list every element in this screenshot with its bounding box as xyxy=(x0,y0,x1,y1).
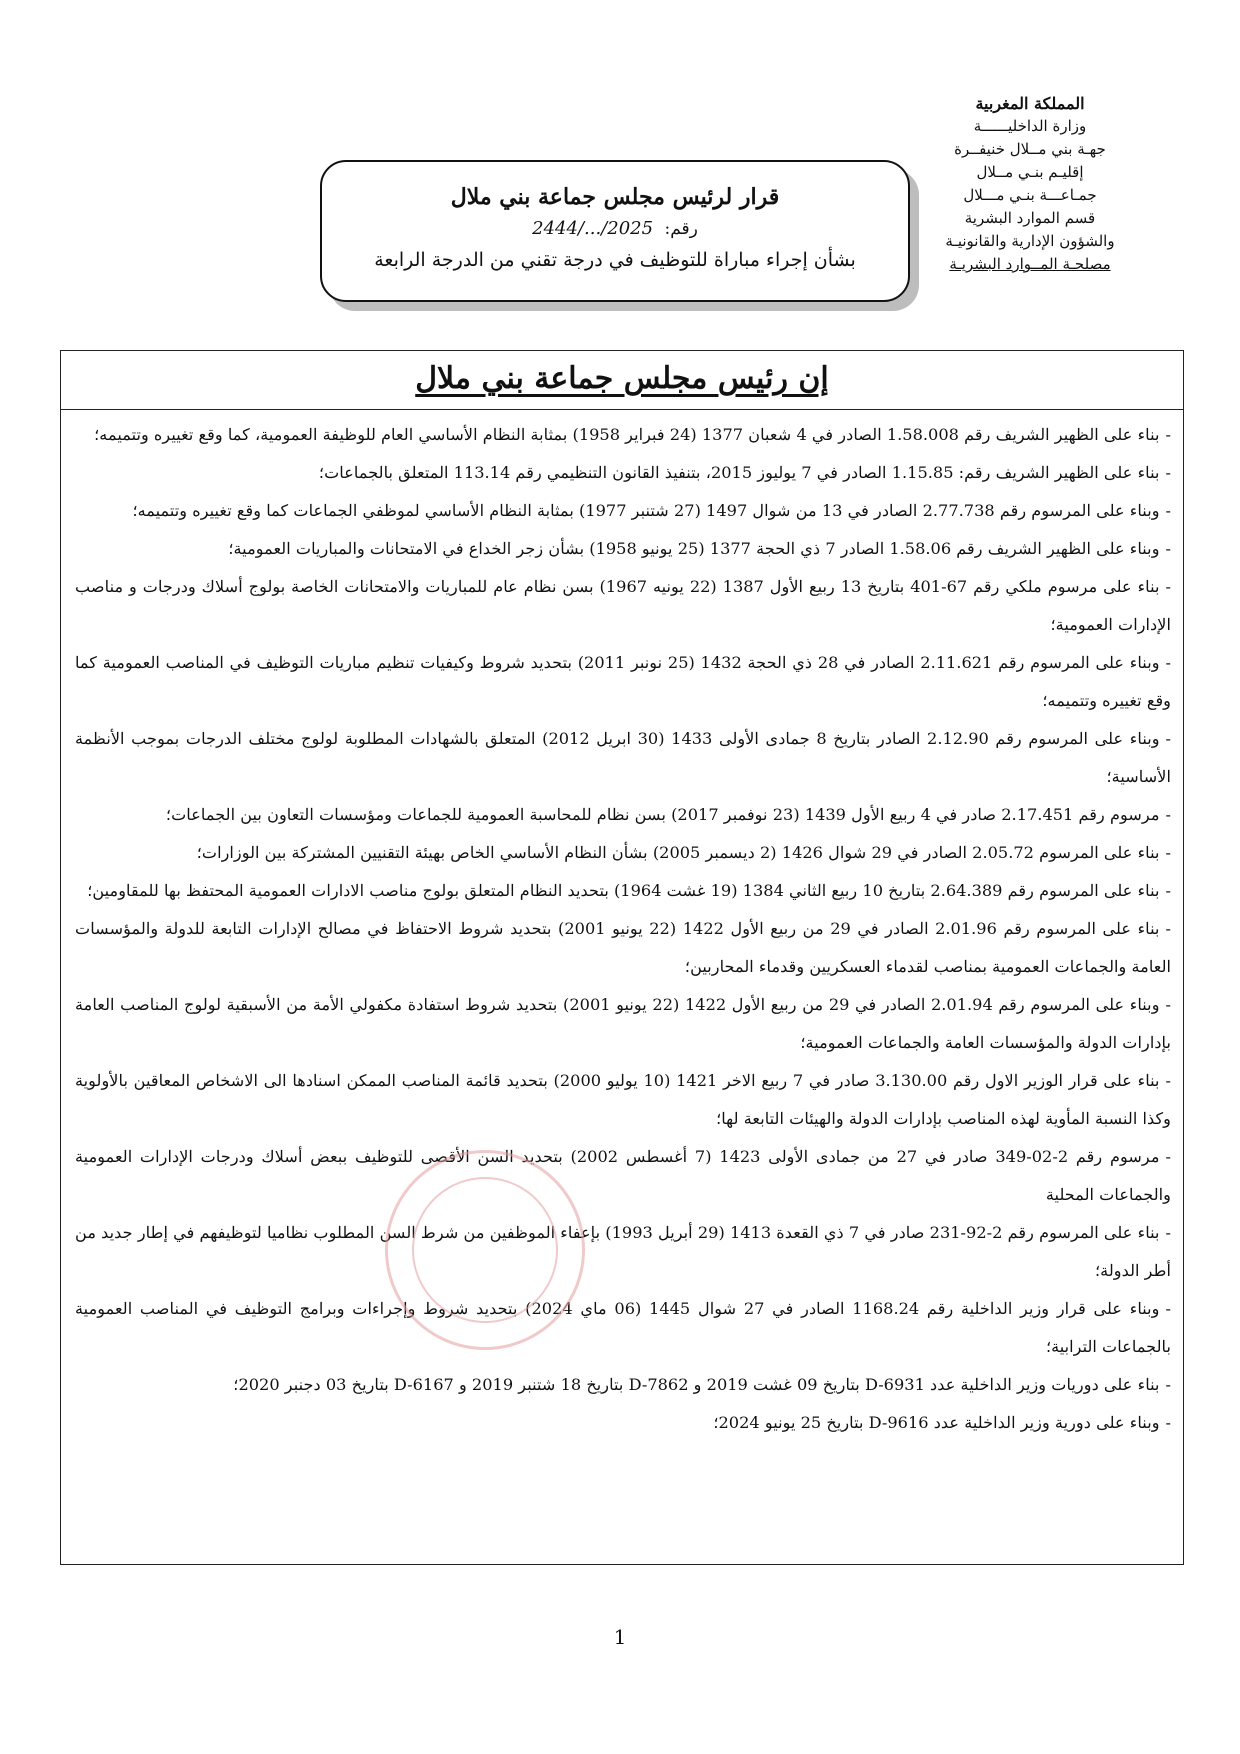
list-item: -وبناء على المرسوم رقم 2.12.90 الصادر بتاريخ 8 جمادى الأولى 1433 (30 ابريل 2012) المتعلق بالشهادات المطلوبة لولوج مختلف الدرجات بموجب الأنظمة الأساسية؛ xyxy=(75,729,1172,786)
list-item: -بناء على المرسوم رقم 2.64.389 بتاريخ 10 ربيع الثاني 1384 (19 غشت 1964) بتحديد النظام المتعلق بولوج مناصب الادارات العمومية المحتفظ بها للمقاومين؛ xyxy=(87,881,1171,900)
list-item: -وبناء على المرسوم رقم 2.77.738 الصادر في 13 من شوال 1497 (27 شتنبر 1977) بمثابة النظام الأساسي لموظفي الجماعات كما وقع تغييره وتتميمه؛ xyxy=(132,501,1171,520)
header-province: إقليـم بنـي مــلال xyxy=(976,163,1084,181)
header-kingdom: المملكة المغربية xyxy=(975,94,1085,113)
decision-number xyxy=(322,218,908,239)
list-item: -مرسوم رقم 2.17.451 صادر في 4 ربيع الأول 1439 (23 نوفمبر 2017) بسن نظام للمحاسبة العمومية للجماعات ومؤسسات التعاون بين الجماعات؛ xyxy=(165,805,1171,824)
administrative-header xyxy=(920,92,1140,276)
official-stamp-inner-ring xyxy=(396,1161,575,1340)
list-item: -بناء على المرسوم رقم 2.01.96 الصادر في 29 من ربيع الأول 1422 (22 يونيو 2001) بتحديد شروط الاحتفاظ في مصالح الإدارات التابعة للدولة والمؤسسات العامة والجماعات العمومية بمناصب لقدماء العسكريين وقدماء المحاربين؛ xyxy=(75,919,1171,976)
content-heading-text: إن رئيس مجلس جماعة بني ملال xyxy=(415,361,829,396)
header-region: جهـة بني مــلال خنيفــرة xyxy=(954,140,1106,158)
content-heading xyxy=(61,351,1183,410)
list-item: -بناء على الظهير الشريف رقم 1.58.008 الصادر في 4 شعبان 1377 (24 فبراير 1958) بمثابة النظام الأساسي العام للوظيفة العمومية، كما وقع تغييره وتتميمه؛ xyxy=(94,425,1171,444)
header-service: مصلحـة المــوارد البشريـة xyxy=(949,255,1111,273)
header-division: قسم الموارد البشرية xyxy=(964,209,1096,227)
page-number: 1 xyxy=(613,1625,627,1649)
list-item: -وبناء على دورية وزير الداخلية عدد D-9616 بتاريخ 25 يونيو 2024؛ xyxy=(713,1413,1171,1432)
decision-subject: بشأن إجراء مباراة للتوظيف في درجة تقني من الدرجة الرابعة xyxy=(374,249,856,271)
legal-references-list xyxy=(61,410,1183,1442)
list-item: -مرسوم رقم 2-02-349 صادر في 27 من جمادى الأولى 1423 (7 أغسطس 2002) بتحديد السن الأقصى للتوظيف ببعض أسلاك ودرجات الإدارات العمومية والجماعات المحلية xyxy=(75,1147,1171,1204)
decision-number-label: رقم: xyxy=(664,219,698,239)
list-item: -بناء على دوريات وزير الداخلية عدد D-6931 بتاريخ 09 غشت 2019 و D-7862 بتاريخ 18 شتنبر 2019 و D-6167 بتاريخ 03 دجنبر 2020؛ xyxy=(233,1375,1171,1394)
decision-title: قرار لرئيس مجلس جماعة بني ملال xyxy=(450,184,780,210)
header-ministry: وزارة الداخليــــــة xyxy=(973,117,1087,135)
list-item: -وبناء على المرسوم رقم 2.11.621 الصادر في 28 ذي الحجة 1432 (25 نونبر 2011) بتحديد شروط وكيفيات تنظيم مباريات التوظيف في المناصب العمومية كما وقع تغييره وتتميمه؛ xyxy=(75,653,1172,710)
list-item: -بناء على المرسوم رقم 2-92-231 صادر في 7 ذي القعدة 1413 (29 أبريل 1993) بإعفاء الموظفين من شرط السن المطلوب نظاميا لتوظيفهم في إطار جديد من أطر الدولة؛ xyxy=(75,1223,1171,1280)
list-item: -بناء على قرار الوزير الاول رقم 3.130.00 صادر في 7 ربيع الاخر 1421 (10 يوليو 2000) بتحديد قائمة المناصب الممكن اسنادها الى الاشخاص المعاقين بالأولوية وكذا النسبة المأوية لهذه المناصب بإدارات الدولة والهيئات التابعة لها؛ xyxy=(75,1071,1171,1128)
list-item: -وبناء على قرار وزير الداخلية رقم 1168.24 الصادر في 27 شوال 1445 (06 ماي 2024) بتحديد شروط وإجراءات وبرامج التوظيف في المناصب العمومية بالجماعات الترابية؛ xyxy=(75,1299,1171,1356)
decision-number-value: 2025/.../2444 xyxy=(532,218,654,239)
list-item: -بناء على مرسوم ملكي رقم 67-401 بتاريخ 13 ربيع الأول 1387 (22 يونيه 1967) بسن نظام عام للمباريات والامتحانات الخاصة بولوج أسلاك ودرجات و مناصب الإدارات العمومية؛ xyxy=(75,577,1171,634)
list-item: -بناء على الظهير الشريف رقم: 1.15.85 الصادر في 7 يوليوز 2015، بتنفيذ القانون التنظيمي رقم 113.14 المتعلق بالجماعات؛ xyxy=(318,463,1171,482)
decision-title-box xyxy=(320,160,910,302)
header-division-cont: والشؤون الإدارية والقانونيـة xyxy=(945,232,1115,250)
list-item: -بناء على المرسوم 2.05.72 الصادر في 29 شوال 1426 (2 ديسمبر 2005) بشأن النظام الأساسي الخاص بهيئة التقنيين المشتركة بين الوزارات؛ xyxy=(196,843,1171,862)
list-item: -وبناء على الظهير الشريف رقم 1.58.06 الصادر 7 ذي الحجة 1377 (25 يونيو 1958) بشأن زجر الخداع في الامتحانات والمباريات العمومية؛ xyxy=(228,539,1171,558)
content-frame xyxy=(60,350,1184,1565)
list-item: -وبناء على المرسوم رقم 2.01.94 الصادر في 29 من ربيع الأول 1422 (22 يونيو 2001) بتحديد شروط استفادة مكفولي الأمة من الأسبقية لولوج المناصب العامة بإدارات الدولة والمؤسسات العامة والجماعات العمومية؛ xyxy=(75,995,1171,1052)
header-commune: جمـاعـــة بنـي مـــلال xyxy=(963,186,1097,204)
